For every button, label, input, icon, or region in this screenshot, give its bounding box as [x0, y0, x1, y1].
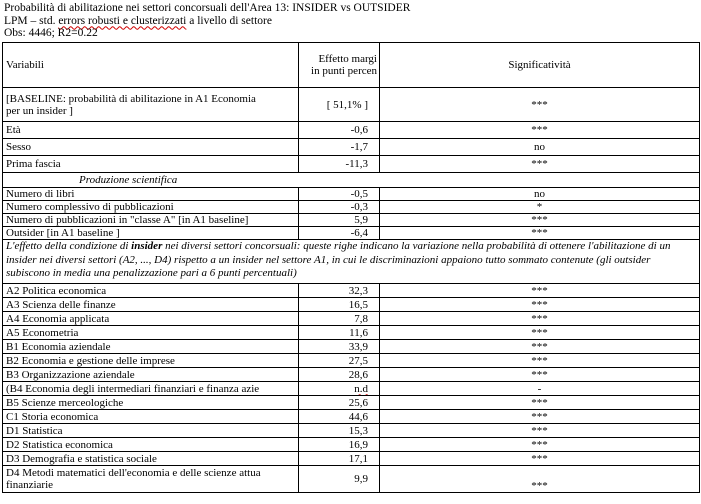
results-table [2, 42, 700, 493]
caption-errors-text: errors robusti e clusterizzati [58, 14, 187, 27]
table-row: Sesso -1,7 no [3, 139, 700, 156]
section-row [3, 173, 700, 188]
header-effetto: Effetto margi in punti percen [299, 43, 380, 88]
table-row: B3 Organizzazione aziendale 28,6 *** [3, 368, 700, 382]
caption-obs: Obs: 4446; R2=0.22 [4, 27, 98, 39]
table-row: Numero complessivo di pubblicazioni -0,3 * [3, 201, 700, 214]
nd-value: n.d [354, 382, 368, 395]
table-row: B2 Economia e gestione delle imprese 27,5 *** [3, 354, 700, 368]
table-row: A2 Politica economica 32,3 *** [3, 284, 700, 298]
last-row [3, 466, 700, 493]
table-row: Età -0,6 *** [3, 122, 700, 139]
table-row: Numero di libri -0,5 no [3, 188, 700, 201]
table-row: (B4 Economia degli intermediari finanziari e finanza azie n.d - [3, 382, 700, 396]
header-significativita: Significatività [380, 43, 700, 88]
table-header-row [3, 43, 700, 88]
last-label: D4 Metodi matematici dell'economia e delle scienze attua finanziarie [3, 466, 299, 493]
table-row: B5 Scienze merceologiche 25,6 *** [3, 396, 700, 410]
baseline-row [3, 88, 700, 122]
table-row: Prima fascia -11,3 *** [3, 156, 700, 173]
table-row: A3 Scienza delle finanze 16,5 *** [3, 298, 700, 312]
header-variabili: Variabili [3, 43, 299, 88]
baseline-sig: *** [380, 88, 700, 122]
caption-title: Probabilità di abilitazione nei settori concorsuali dell'Area 13: INSIDER vs OUTSIDER [4, 2, 411, 14]
table-row: A5 Econometria 11,6 *** [3, 326, 700, 340]
caption-method: LPM – std. errors robusti e clusterizzati a livello di settore [4, 14, 272, 27]
table-caption [4, 2, 410, 40]
table-row: A4 Economia applicata 7,8 *** [3, 312, 700, 326]
table-row: D2 Statistica economica 16,9 *** [3, 438, 700, 452]
baseline-label: [BASELINE: probabilità di abilitazione in A1 Economia per un insider ] [3, 88, 299, 122]
insider-note: L'effetto della condizione di insider nei diversi settori concorsuali: queste righe indicano la variazione nella probabilità di ottenere l'abilitazione di un insider nei diversi settori (A2, ..., D4) rispetto a un insider nel settore A1, in cui le discriminazioni appaiono tutto sommato contenute (gli outsider subiscono in media una penalizzazione pari a 6 punti percentuali) [3, 240, 700, 284]
table-row: Outsider [in A1 baseline ] -6,4 *** [3, 227, 700, 240]
section-produzione: Produzione scientifica [3, 173, 700, 188]
table-row: D3 Demografia e statistica sociale 17,1 *** [3, 452, 700, 466]
last-sig: *** [380, 466, 700, 493]
last-value: 9,9 [299, 466, 380, 493]
table-row: D1 Statistica 15,3 *** [3, 424, 700, 438]
note-row [3, 240, 700, 284]
baseline-value: [ 51,1% ] [299, 88, 380, 122]
table-row: B1 Economia aziendale 33,9 *** [3, 340, 700, 354]
table-row: Numero di pubblicazioni in "classe A" [in A1 baseline] 5,9 *** [3, 214, 700, 227]
table-row: C1 Storia economica 44,6 *** [3, 410, 700, 424]
